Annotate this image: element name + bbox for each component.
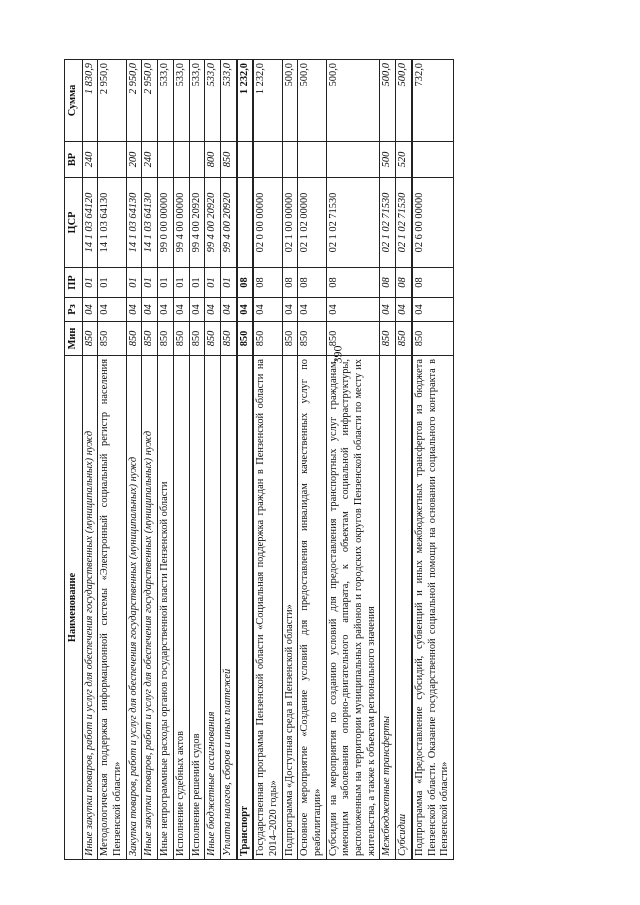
cell-sum: 732,0 <box>412 60 454 142</box>
table-row <box>396 60 412 860</box>
cell-min: 850 <box>142 322 158 356</box>
table-row <box>205 60 221 860</box>
cell-vr <box>189 142 205 178</box>
cell-rz: 04 <box>298 298 326 322</box>
cell-name: Исполнение судебных актов <box>173 356 189 860</box>
cell-sum: 533,0 <box>189 60 205 142</box>
cell-vr <box>298 142 326 178</box>
header-vr: ВР <box>65 142 83 178</box>
cell-vr <box>282 142 298 178</box>
cell-pr: 01 <box>126 268 142 298</box>
header-sum: Сумма <box>65 60 83 142</box>
cell-pr: 08 <box>326 268 380 298</box>
cell-csr: 14 1 03 64130 <box>142 178 158 268</box>
cell-name: Иные бюджетные ассигнования <box>205 356 221 860</box>
cell-min: 850 <box>380 322 396 356</box>
table-row <box>298 60 326 860</box>
cell-csr: 99 4 00 20920 <box>205 178 221 268</box>
cell-rz: 04 <box>98 298 126 322</box>
table-row <box>98 60 126 860</box>
cell-csr: 99 0 00 00000 <box>158 178 174 268</box>
cell-sum: 533,0 <box>220 60 236 142</box>
cell-name: Уплата налогов, сборов и иных платежей <box>220 356 236 860</box>
cell-csr <box>237 178 254 268</box>
cell-min: 850 <box>82 322 98 356</box>
cell-name: Исполнение решений судов <box>189 356 205 860</box>
cell-name: Государственная программа Пензенской области «Социальная поддержка граждан в Пензенской области на 2014–2020 годы» <box>253 356 282 860</box>
cell-csr: 02 0 00 00000 <box>253 178 282 268</box>
cell-pr: 01 <box>98 268 126 298</box>
cell-csr: 14 1 03 64120 <box>82 178 98 268</box>
cell-rz: 04 <box>396 298 412 322</box>
table-row <box>82 60 98 860</box>
cell-rz: 04 <box>126 298 142 322</box>
header-pr: ПР <box>65 268 83 298</box>
cell-min: 850 <box>173 322 189 356</box>
cell-name: Методологическая поддержка информационной системы «Электронный социальный регистр населения Пензенской области» <box>98 356 126 860</box>
table-row <box>173 60 189 860</box>
cell-min: 850 <box>326 322 380 356</box>
cell-csr: 14 1 03 64130 <box>98 178 126 268</box>
table-row <box>158 60 174 860</box>
cell-sum: 500,0 <box>298 60 326 142</box>
cell-rz: 04 <box>326 298 380 322</box>
cell-sum: 1 232,0 <box>253 60 282 142</box>
cell-min: 850 <box>396 322 412 356</box>
cell-vr: 800 <box>205 142 221 178</box>
cell-csr: 02 1 02 71530 <box>396 178 412 268</box>
cell-name: Основное мероприятие «Создание условий для предоставления инвалидам качественных услуг по реабилитации» <box>298 356 326 860</box>
cell-sum: 500,0 <box>282 60 298 142</box>
cell-pr: 08 <box>396 268 412 298</box>
cell-rz: 04 <box>412 298 454 322</box>
cell-vr: 200 <box>126 142 142 178</box>
cell-min: 850 <box>189 322 205 356</box>
cell-sum: 500,0 <box>326 60 380 142</box>
cell-csr: 99 4 00 20920 <box>220 178 236 268</box>
cell-pr: 08 <box>380 268 396 298</box>
budget-table <box>64 59 454 860</box>
cell-min: 850 <box>126 322 142 356</box>
cell-sum: 500,0 <box>396 60 412 142</box>
cell-sum: 533,0 <box>158 60 174 142</box>
cell-sum: 1 830,9 <box>82 60 98 142</box>
cell-rz: 04 <box>158 298 174 322</box>
cell-pr: 01 <box>82 268 98 298</box>
cell-vr <box>158 142 174 178</box>
cell-pr: 08 <box>282 268 298 298</box>
cell-rz: 04 <box>237 298 254 322</box>
cell-name: Подпрограмма «Предоставление субсидий, субвенций и иных межбюджетных трансфертов из бюджета Пензенской области. Оказание государственной социальной помощи на основании социального контракта в Пензенской области» <box>412 356 454 860</box>
cell-vr: 520 <box>396 142 412 178</box>
cell-vr: 500 <box>380 142 396 178</box>
cell-csr: 99 4 00 00000 <box>173 178 189 268</box>
cell-pr: 01 <box>158 268 174 298</box>
cell-rz: 04 <box>253 298 282 322</box>
cell-sum: 533,0 <box>173 60 189 142</box>
header-name: Наименование <box>65 356 83 860</box>
cell-pr: 08 <box>298 268 326 298</box>
cell-csr: 02 6 00 00000 <box>412 178 454 268</box>
table-row <box>282 60 298 860</box>
cell-vr <box>98 142 126 178</box>
cell-csr: 14 1 03 64130 <box>126 178 142 268</box>
cell-sum: 2 950,0 <box>126 60 142 142</box>
header-rz: Рз <box>65 298 83 322</box>
cell-name: Иные закупки товаров, работ и услуг для обеспечения государственных (муниципальных) нужд <box>142 356 158 860</box>
cell-min: 850 <box>412 322 454 356</box>
table-row <box>189 60 205 860</box>
cell-min: 850 <box>298 322 326 356</box>
cell-min: 850 <box>205 322 221 356</box>
cell-rz: 04 <box>189 298 205 322</box>
cell-sum: 533,0 <box>205 60 221 142</box>
cell-name: Подпрограмма «Доступная среда в Пензенской области» <box>282 356 298 860</box>
cell-pr: 08 <box>253 268 282 298</box>
cell-vr <box>253 142 282 178</box>
cell-min: 850 <box>237 322 254 356</box>
cell-pr: 08 <box>412 268 454 298</box>
cell-vr <box>326 142 380 178</box>
cell-min: 850 <box>253 322 282 356</box>
cell-vr <box>412 142 454 178</box>
cell-csr: 02 1 00 00000 <box>282 178 298 268</box>
cell-sum: 1 232,0 <box>237 60 254 142</box>
cell-min: 850 <box>158 322 174 356</box>
table-header-row <box>65 60 83 860</box>
cell-vr: 850 <box>220 142 236 178</box>
page-number: 390 <box>330 345 345 364</box>
cell-rz: 04 <box>380 298 396 322</box>
cell-rz: 04 <box>82 298 98 322</box>
cell-min: 850 <box>282 322 298 356</box>
table-row <box>220 60 236 860</box>
rotated-table-container <box>64 60 476 860</box>
cell-vr <box>237 142 254 178</box>
cell-name: Иные непрограммные расходы органов государственной власти Пензенской области <box>158 356 174 860</box>
cell-name: Межбюджетные трансферты <box>380 356 396 860</box>
cell-rz: 04 <box>142 298 158 322</box>
cell-rz: 04 <box>282 298 298 322</box>
cell-csr: 02 1 02 71530 <box>380 178 396 268</box>
cell-sum: 2 950,0 <box>142 60 158 142</box>
cell-name: Иные закупки товаров, работ и услуг для обеспечения государственных (муниципальных) нужд <box>82 356 98 860</box>
table-row <box>326 60 380 860</box>
header-csr: ЦСР <box>65 178 83 268</box>
cell-pr: 01 <box>142 268 158 298</box>
table-row <box>412 60 454 860</box>
cell-vr: 240 <box>142 142 158 178</box>
table-row <box>126 60 142 860</box>
cell-pr: 08 <box>237 268 254 298</box>
cell-rz: 04 <box>220 298 236 322</box>
cell-csr: 02 1 02 00000 <box>298 178 326 268</box>
table-row <box>237 60 254 860</box>
cell-min: 850 <box>220 322 236 356</box>
cell-pr: 01 <box>205 268 221 298</box>
cell-sum: 2 950,0 <box>98 60 126 142</box>
cell-pr: 01 <box>173 268 189 298</box>
table-row <box>253 60 282 860</box>
cell-name: Транспорт <box>237 356 254 860</box>
cell-pr: 01 <box>189 268 205 298</box>
cell-rz: 04 <box>173 298 189 322</box>
header-min: Мин <box>65 322 83 356</box>
cell-rz: 04 <box>205 298 221 322</box>
cell-csr: 99 4 00 20920 <box>189 178 205 268</box>
cell-sum: 500,0 <box>380 60 396 142</box>
cell-vr <box>173 142 189 178</box>
table-row <box>380 60 396 860</box>
cell-csr: 02 1 02 71530 <box>326 178 380 268</box>
cell-vr: 240 <box>82 142 98 178</box>
cell-min: 850 <box>98 322 126 356</box>
table-row <box>142 60 158 860</box>
cell-pr: 01 <box>220 268 236 298</box>
cell-name: Субсидии на мероприятия по созданию условий для предоставления транспортных услуг гражданам, имеющим заболевания опорно-двигательного аппарата, к объектам социальной инфраструктуры, расположенным на территории муниципальных районов и городских округов Пензенской области по месту их жительства, а также к объектам регионального значения <box>326 356 380 860</box>
cell-name: Субсидии <box>396 356 412 860</box>
cell-name: Закупка товаров, работ и услуг для обеспечения государственных (муниципальных) нужд <box>126 356 142 860</box>
